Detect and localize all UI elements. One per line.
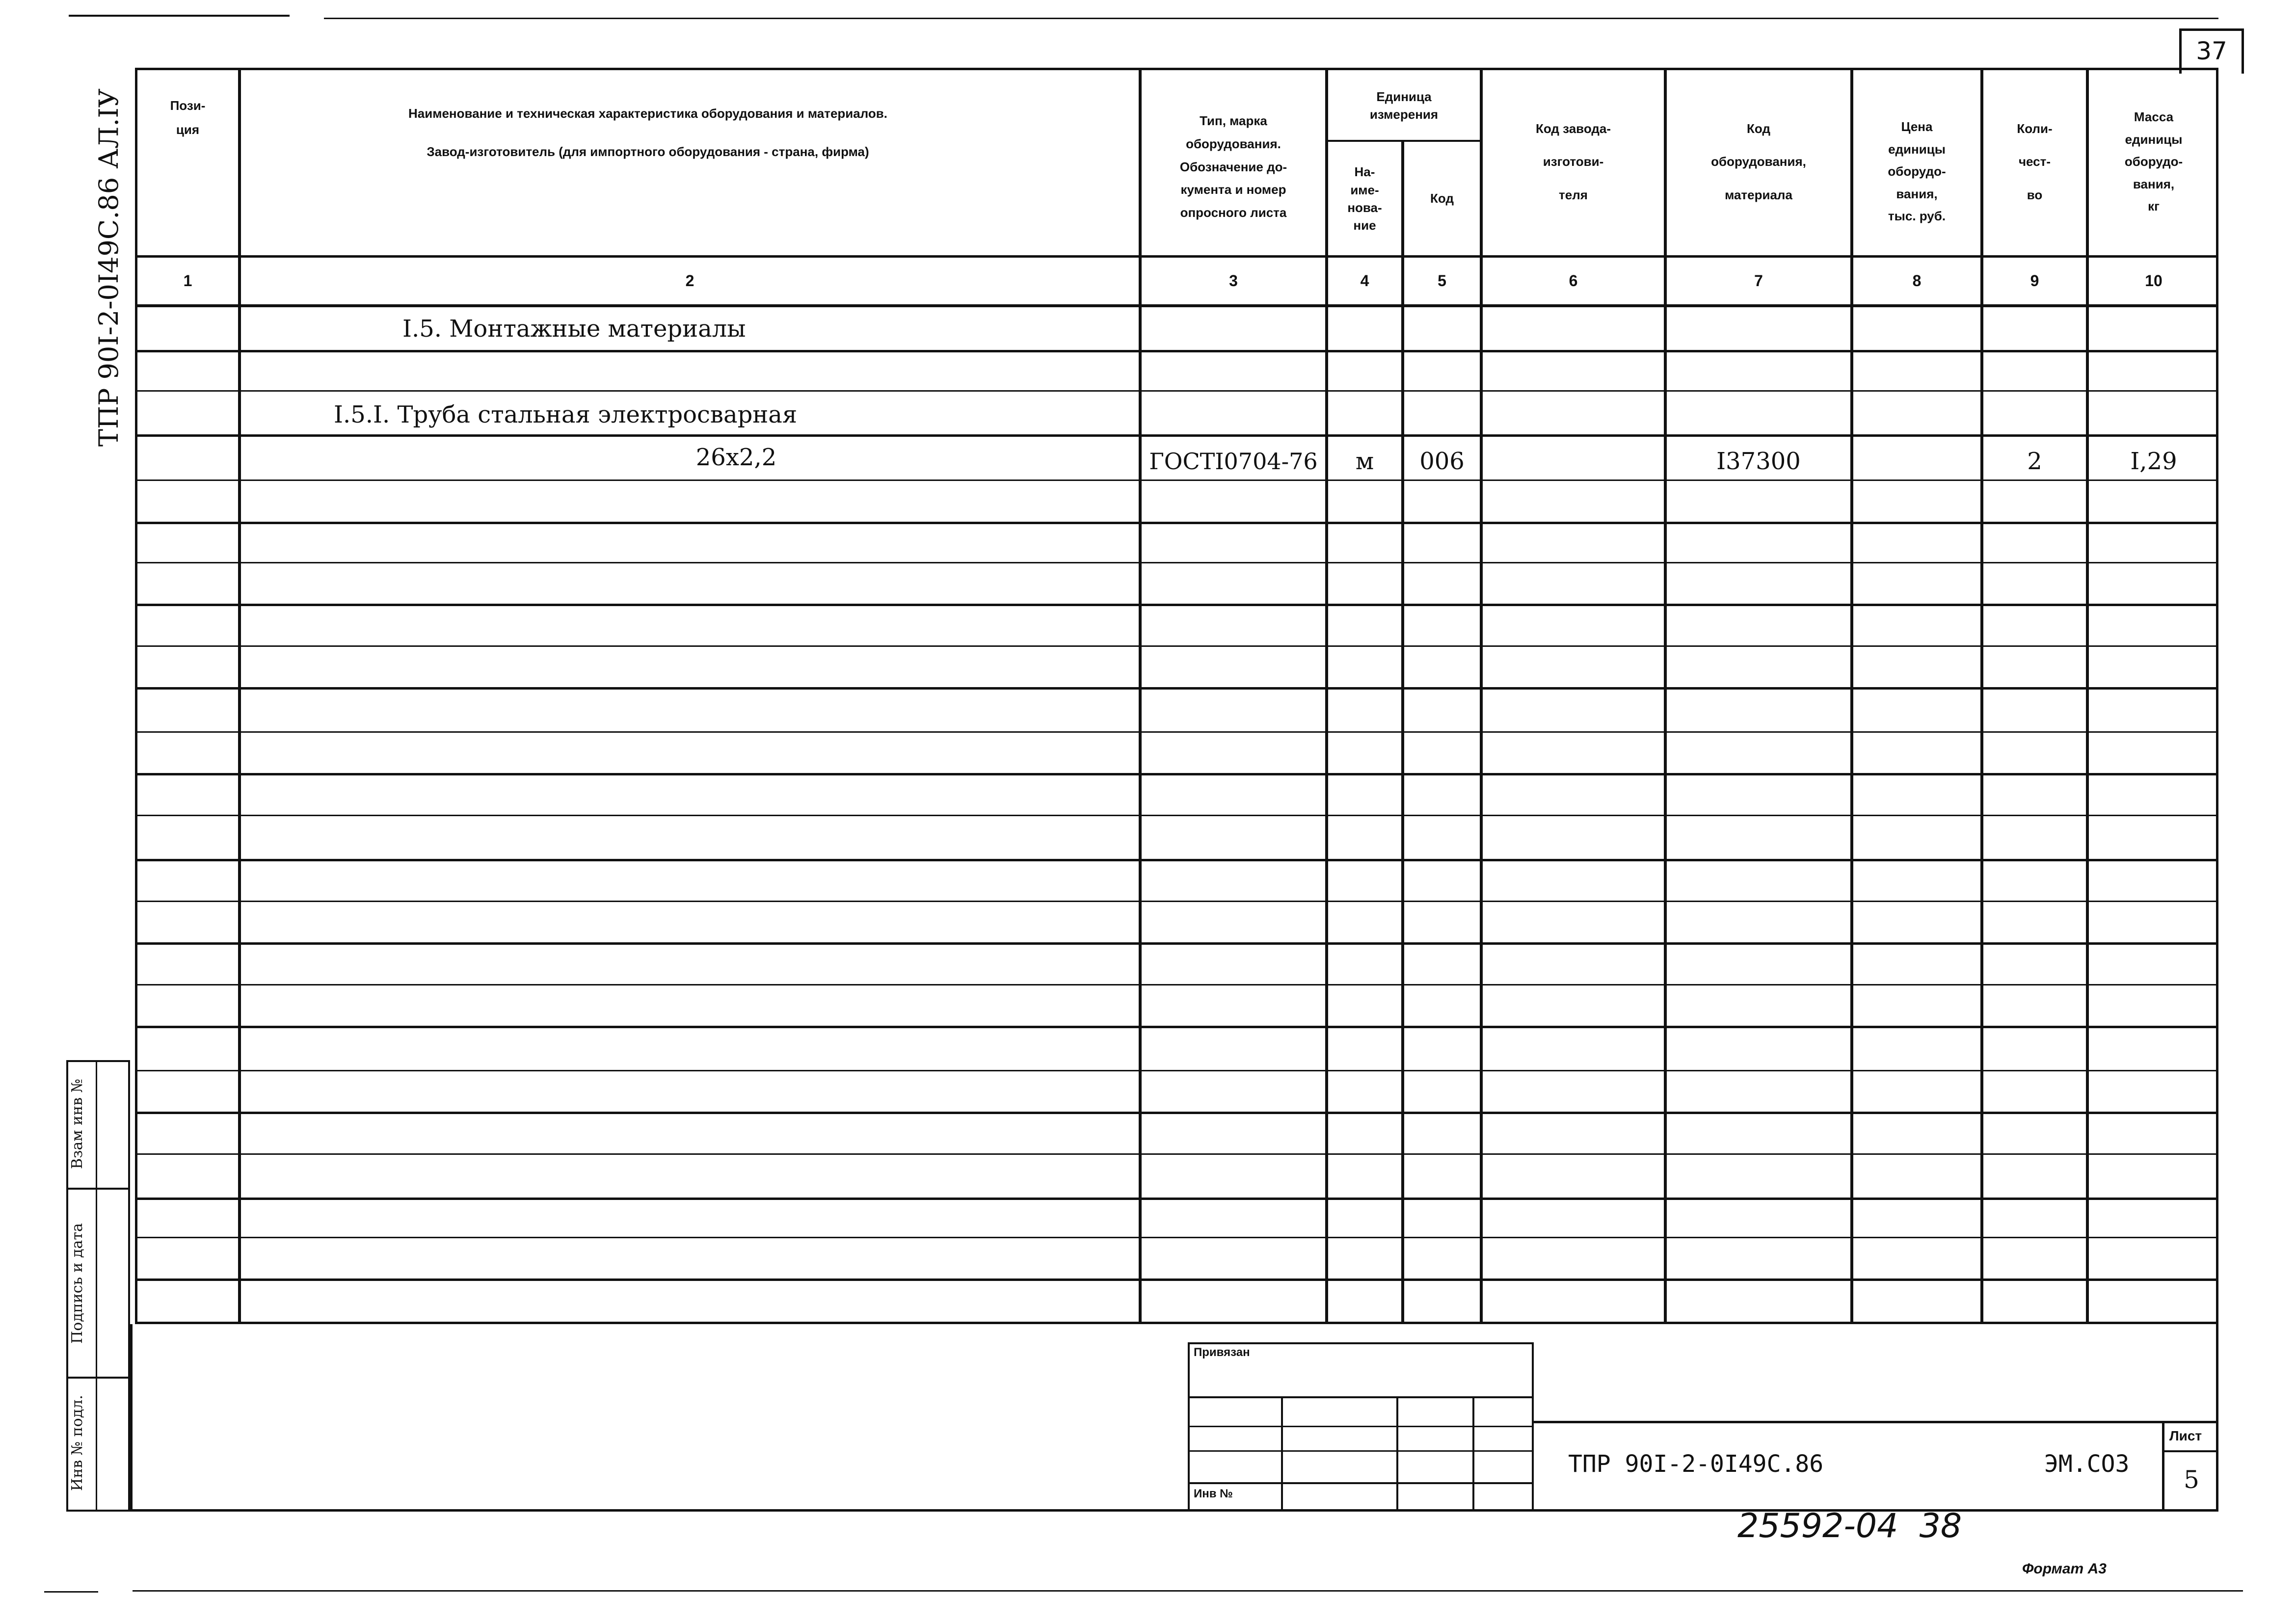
row-line-14: [135, 901, 2218, 902]
sheet-number: 37: [2196, 37, 2227, 65]
attached-vline-2: [1396, 1396, 1398, 1512]
bottom-rule: [133, 1590, 2243, 1592]
bottom-rule-left: [44, 1591, 98, 1593]
section-title: I.5. Монтажные материалы: [402, 315, 746, 343]
row-line-11: [135, 773, 2218, 775]
attached-line-2: [1188, 1426, 1534, 1427]
col-header-3: Тип, марка оборудования. Обозначение до- кумента и номер опросного листа: [1179, 113, 1287, 220]
stamp-top-line: [1534, 1421, 2218, 1423]
bottom-frame: [130, 1324, 2218, 1512]
item-equipment-code: I37300: [1716, 448, 1801, 475]
col-num-9: 9: [2030, 272, 2039, 290]
handwritten-number: 25592-04 38: [1737, 1507, 1962, 1545]
row-line-6: [135, 562, 2218, 563]
drawing-mark: ЭМ.СО3: [2044, 1450, 2130, 1478]
number-row-bottom-line: [135, 304, 2218, 307]
row-line-9: [135, 687, 2218, 690]
row-line-23: [135, 1278, 2218, 1281]
unit-group-header: Единица измерения: [1369, 89, 1439, 122]
row-line-15: [135, 942, 2218, 945]
side-stamp-sep-2: [66, 1377, 130, 1379]
attached-line-1: [1188, 1396, 1534, 1398]
row-line-2: [135, 390, 2218, 392]
doc-code: ТПР 90I-2-0I49С.86: [1568, 1450, 1824, 1478]
row-line-18: [135, 1070, 2218, 1071]
top-rule-left: [69, 15, 290, 17]
col-header-10: Масса единицы оборудо- вания, кг: [2124, 109, 2183, 214]
col-num-5: 5: [1438, 272, 1446, 290]
subsection-title: I.5.I. Труба стальная электросварная: [334, 401, 798, 428]
col-header-1: Пози- ция: [170, 98, 206, 137]
row-line-12: [135, 815, 2218, 816]
row-line-17: [135, 1026, 2218, 1028]
row-line-5: [135, 522, 2218, 524]
format-label: Формат А3: [2022, 1561, 2107, 1577]
side-stamp-replace-inv: Взам инв №: [69, 1079, 86, 1169]
col-num-2: 2: [685, 272, 694, 290]
row-line-10: [135, 731, 2218, 733]
item-qty: 2: [2027, 448, 2042, 475]
inv-no-label: Инв №: [1194, 1487, 1233, 1500]
row-line-21: [135, 1198, 2218, 1200]
attached-label: Привязан: [1194, 1346, 1250, 1359]
row-line-8: [135, 645, 2218, 647]
col-header-8: Цена единицы оборудо- вания, тыс. руб.: [1888, 119, 1946, 224]
col-header-7: Код оборудования, материала: [1711, 121, 1806, 202]
col-header-2: Наименование и техническая характеристика оборудования и материалов. Завод-изготовитель (для импортного оборудования - страна, фирма): [408, 106, 887, 159]
row-line-20: [135, 1153, 2218, 1155]
col-num-6: 6: [1569, 272, 1578, 290]
unit-group-line: [1325, 140, 1482, 142]
row-line-7: [135, 604, 2218, 606]
row-line-1: [135, 350, 2218, 352]
item-unit: м: [1355, 448, 1374, 475]
col-num-8: 8: [1912, 272, 1922, 290]
col-num-1: 1: [183, 272, 192, 290]
sheet-no: 5: [2184, 1465, 2199, 1494]
col-num-4: 4: [1360, 272, 1369, 290]
side-stamp-sign-date: Подпись и дата: [69, 1223, 86, 1344]
item-name: 26х2,2: [695, 444, 777, 471]
item-mass: I,29: [2130, 448, 2177, 475]
side-stamp-inv-orig: Инв № подл.: [69, 1395, 86, 1491]
attached-vline-3: [1472, 1396, 1474, 1512]
attached-line-3: [1188, 1450, 1534, 1452]
col-header-5: Код: [1430, 191, 1454, 206]
col-num-3: 3: [1229, 272, 1238, 290]
row-line-19: [135, 1112, 2218, 1114]
side-stamp-sep-1: [66, 1188, 130, 1190]
col-num-7: 7: [1754, 272, 1763, 290]
side-code: ТПР 90I-2-0I49С.86 АЛ.IУ: [93, 88, 124, 447]
col-header-9: Коли- чест- во: [2017, 121, 2053, 202]
attached-vline-1: [1281, 1396, 1283, 1512]
side-stamp-divider: [96, 1060, 97, 1512]
col-header-4: На- име- нова- ние: [1347, 164, 1382, 233]
attached-line-4: [1188, 1482, 1534, 1484]
col-header-6: Код завода- изготови- теля: [1536, 121, 1611, 202]
row-line-16: [135, 984, 2218, 985]
col-num-10: 10: [2145, 272, 2162, 290]
row-line-22: [135, 1237, 2218, 1238]
item-unit-code: 006: [1419, 448, 1465, 475]
row-line-3: [135, 434, 2218, 437]
top-rule-right: [324, 18, 2218, 19]
sheet-label: Лист: [2169, 1428, 2202, 1443]
item-doc: ГОСТI0704-76: [1149, 448, 1318, 475]
sheet-box-divider: [2162, 1450, 2218, 1452]
row-line-13: [135, 859, 2218, 861]
